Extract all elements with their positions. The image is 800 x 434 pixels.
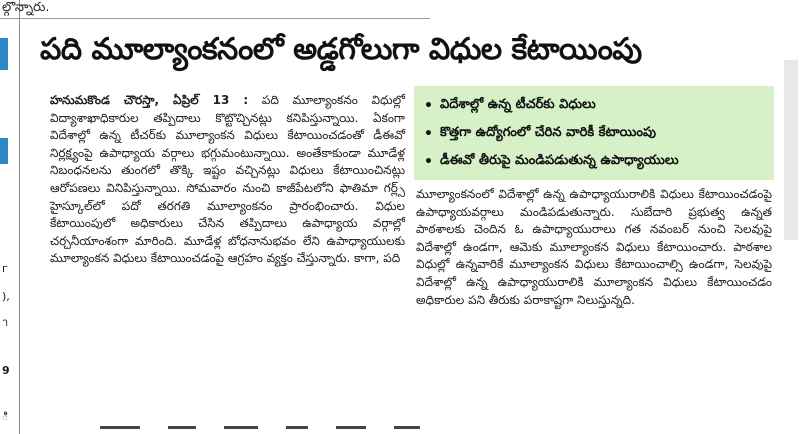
article-headline: పది మూల్యాంకనంలో అడ్డగోలుగా విధుల కేటాయింపు xyxy=(40,32,642,67)
previous-article-fragment: ల్గొన్నారు. xyxy=(2,0,50,15)
adjacent-blue-block xyxy=(0,38,8,70)
article-body-left: పది మూల్యాంకనం విధుల్లో విద్యాశాఖాధికారుల తప్పిదాలు కొట్టొచ్చినట్లు కనిపిస్తున్నాయి. ఏకంగా విదేశాల్లో ఉన్న టీచర్‌కు మూల్యాంకన విధులు కేటాయించడంతో డీఈవో నిర్లక్ష్యంపై ఉపాధ్యాయ వర్గాలు భగ్గుమంటున్నాయి. అంతేకాకుండా మూడేళ్ల నిబంధనలను తుంగలో తొక్కి ఇష్టం వచ్చినట్లు విధులు కేటాయించినట్లు ఆరోపణలు వినిపిస్తున్నాయి. సోమవారం నుంచి కాజీపేటలోని ఫాతిమా గర్ల్స్ హైస్కూల్‌లో పదో తరగతి మూల్యాంకనం ప్రారంభించారు. విధుల కేటాయింపులో అధికారులు చేసిన తప్పిదాలు ఉపాధ్యాయ వర్గాల్లో చర్చనీయాంశంగా మారింది. మూడేళ్ల బోధనానుభవం లేని ఉపాధ్యాయులకు మూల్యాంకన విధులు కేటాయించడంపై ఆగ్రహం వ్యక్తం చేస్తున్నారు. కాగా, పది xyxy=(50,93,405,266)
adjacent-glyph: г xyxy=(2,262,8,275)
bullet-icon: • xyxy=(424,154,433,170)
highlight-item xyxy=(424,92,766,120)
highlight-text: కొత్తగా ఉద్యోగంలో చేరిన వారికీ కేటాయింపు xyxy=(440,125,656,140)
highlight-text: విదేశాల్లో ఉన్న టీచర్‌కు విధులు xyxy=(440,97,596,112)
adjacent-glyph: า xyxy=(2,316,9,329)
article-body-right: మూల్యాంకనంలో విదేశాల్లో ఉన్న ఉపాధ్యాయురాలికి విధులు కేటాయించడంపై ఉపాధ్యాయవర్గాలు మండిపడుతున్నారు. సుబేదారి ప్రభుత్వ ఉన్నత పాఠశాలకు చెందిన ఓ ఉపాధ్యాయురాలు గత నవంబర్ నుంచి సెలవుపై విదేశాల్లో ఉండగా, ఆమెకు మూల్యాంకన విధులు కేటాయించారు. పాఠశాల విధుల్లో ఉన్నవారికే మూల్యాంకన విధులు కేటాయించాల్సి ఉండగా, సెలవుపై విదేశాల్లో ఉన్న ఉపాధ్యాయురాలికి మూల్యాంకన విధులు కేటాయించడం అధికారుల పని తీరుకు పరాకాష్టగా నిలుస్తున్నది. xyxy=(416,187,772,307)
article-dateline: హనుమకొండ చౌరస్తా, ఏప్రిల్ 13 : xyxy=(50,93,249,107)
adjacent-glyph: ), xyxy=(2,290,10,303)
bullet-icon: • xyxy=(424,98,433,114)
adjacent-blue-block xyxy=(0,138,8,164)
adjacent-column-edge xyxy=(0,0,20,434)
article-column-right xyxy=(416,186,772,412)
adjacent-right-edge xyxy=(782,0,800,434)
highlight-item xyxy=(424,148,766,176)
article-column-left xyxy=(50,92,405,412)
highlight-text: డీఈవో తీరుపై మండిపడుతున్న ఉపాధ్యాయులు xyxy=(440,153,679,168)
adjacent-image-fragment xyxy=(784,60,798,240)
next-article-fragment xyxy=(100,426,760,434)
adjacent-glyph: ి xyxy=(2,410,9,423)
bullet-icon: • xyxy=(424,126,433,142)
article-paragraph xyxy=(50,92,405,268)
highlights-box xyxy=(414,86,774,180)
adjacent-glyph: 9 xyxy=(2,364,10,377)
highlight-item xyxy=(424,120,766,148)
section-divider xyxy=(0,18,430,19)
